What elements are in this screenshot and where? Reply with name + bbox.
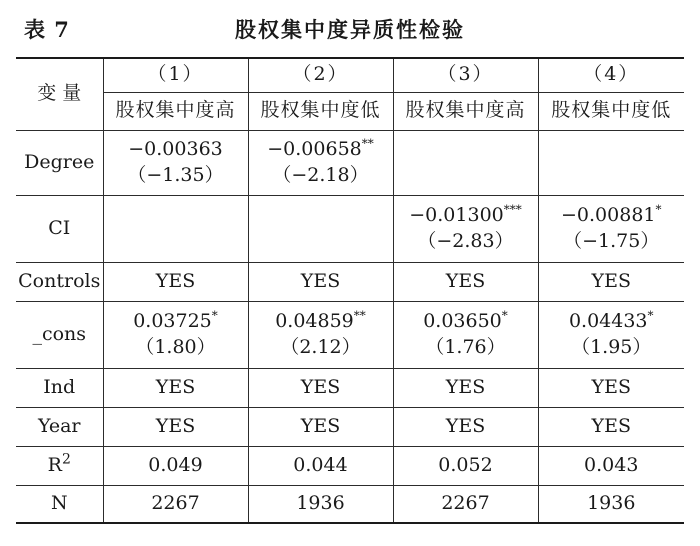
row-label-degree: Degree [16, 130, 103, 195]
significance-stars: ** [353, 308, 366, 323]
coefficient: −0.01300 [409, 203, 504, 226]
table-cell: YES [103, 368, 248, 407]
table-cell: 0.052 [393, 446, 538, 485]
table-cell-empty [538, 130, 684, 195]
coefficient: 0.03650 [423, 309, 502, 332]
variable-header: 变 量 [16, 58, 103, 130]
table-title: 股权集中度异质性检验 [235, 17, 465, 42]
header-row-groups [16, 92, 684, 130]
table-cell-empty [393, 130, 538, 195]
table-cell: YES [103, 262, 248, 301]
row-label-controls: Controls [16, 262, 103, 301]
coefficient: 0.03725 [133, 309, 212, 332]
table-cell [103, 130, 248, 195]
t-statistic: （−2.83） [417, 229, 514, 252]
significance-stars: * [501, 308, 508, 323]
table-row [16, 262, 684, 301]
table-cell: YES [393, 262, 538, 301]
table-cell: 1936 [248, 485, 393, 523]
table-cell [538, 301, 684, 368]
significance-stars: ** [361, 136, 374, 151]
coefficient: −0.00881 [561, 203, 656, 226]
table-cell: 0.044 [248, 446, 393, 485]
row-label-year: Year [16, 407, 103, 446]
table-cell [393, 195, 538, 262]
table-cell-empty [103, 195, 248, 262]
table-cell: YES [248, 262, 393, 301]
table-row [16, 485, 684, 523]
t-statistic: （1.95） [571, 335, 652, 358]
table-cell: 1936 [538, 485, 684, 523]
group-label-2: 股权集中度低 [248, 92, 393, 130]
t-statistic: （2.12） [280, 335, 361, 358]
significance-stars: * [647, 308, 654, 323]
table-cell: YES [393, 368, 538, 407]
significance-stars: * [655, 202, 662, 217]
t-statistic: （1.80） [135, 335, 216, 358]
t-statistic: （1.76） [425, 335, 506, 358]
table-cell [248, 130, 393, 195]
column-number-4: （4） [538, 58, 684, 92]
table-cell: YES [538, 262, 684, 301]
table-cell-empty [248, 195, 393, 262]
table-cell [538, 195, 684, 262]
row-label-ci: CI [16, 195, 103, 262]
group-label-1: 股权集中度高 [103, 92, 248, 130]
table-cell: YES [393, 407, 538, 446]
table-cell: YES [248, 368, 393, 407]
table-cell: 0.049 [103, 446, 248, 485]
table-cell: YES [248, 407, 393, 446]
coefficient: 0.04859 [275, 309, 354, 332]
table-row [16, 446, 684, 485]
coefficient: −0.00363 [128, 137, 223, 160]
regression-table [16, 57, 684, 524]
table-cell [248, 301, 393, 368]
row-label-r-squared: $R^2$ [16, 446, 103, 485]
column-number-1: （1） [103, 58, 248, 92]
table-cell: 2267 [393, 485, 538, 523]
table-number: 表 7 [24, 17, 70, 42]
column-number-2: （2） [248, 58, 393, 92]
t-statistic: （−2.18） [272, 163, 369, 186]
table-cell: YES [538, 368, 684, 407]
coefficient: −0.00658 [267, 137, 362, 160]
table-cell [103, 301, 248, 368]
table-caption [0, 0, 700, 56]
table-cell: 0.043 [538, 446, 684, 485]
table-row [16, 130, 684, 195]
table-cell: YES [538, 407, 684, 446]
coefficient: 0.04433 [568, 309, 648, 332]
table-row [16, 407, 684, 446]
row-label-cons: _cons [16, 301, 103, 368]
t-statistic: （−1.75） [563, 229, 660, 252]
table-row [16, 301, 684, 368]
table-cell: 2267 [103, 485, 248, 523]
column-number-3: （3） [393, 58, 538, 92]
significance-stars: * [211, 308, 218, 323]
group-label-3: 股权集中度高 [393, 92, 538, 130]
t-statistic: （−1.35） [127, 163, 224, 186]
group-label-4: 股权集中度低 [538, 92, 684, 130]
table-cell [393, 301, 538, 368]
header-row-columns [16, 58, 684, 92]
table-row [16, 195, 684, 262]
significance-stars: *** [503, 202, 522, 217]
row-label-ind: Ind [16, 368, 103, 407]
table-cell: YES [103, 407, 248, 446]
table-row [16, 368, 684, 407]
row-label-n: N [16, 485, 103, 523]
